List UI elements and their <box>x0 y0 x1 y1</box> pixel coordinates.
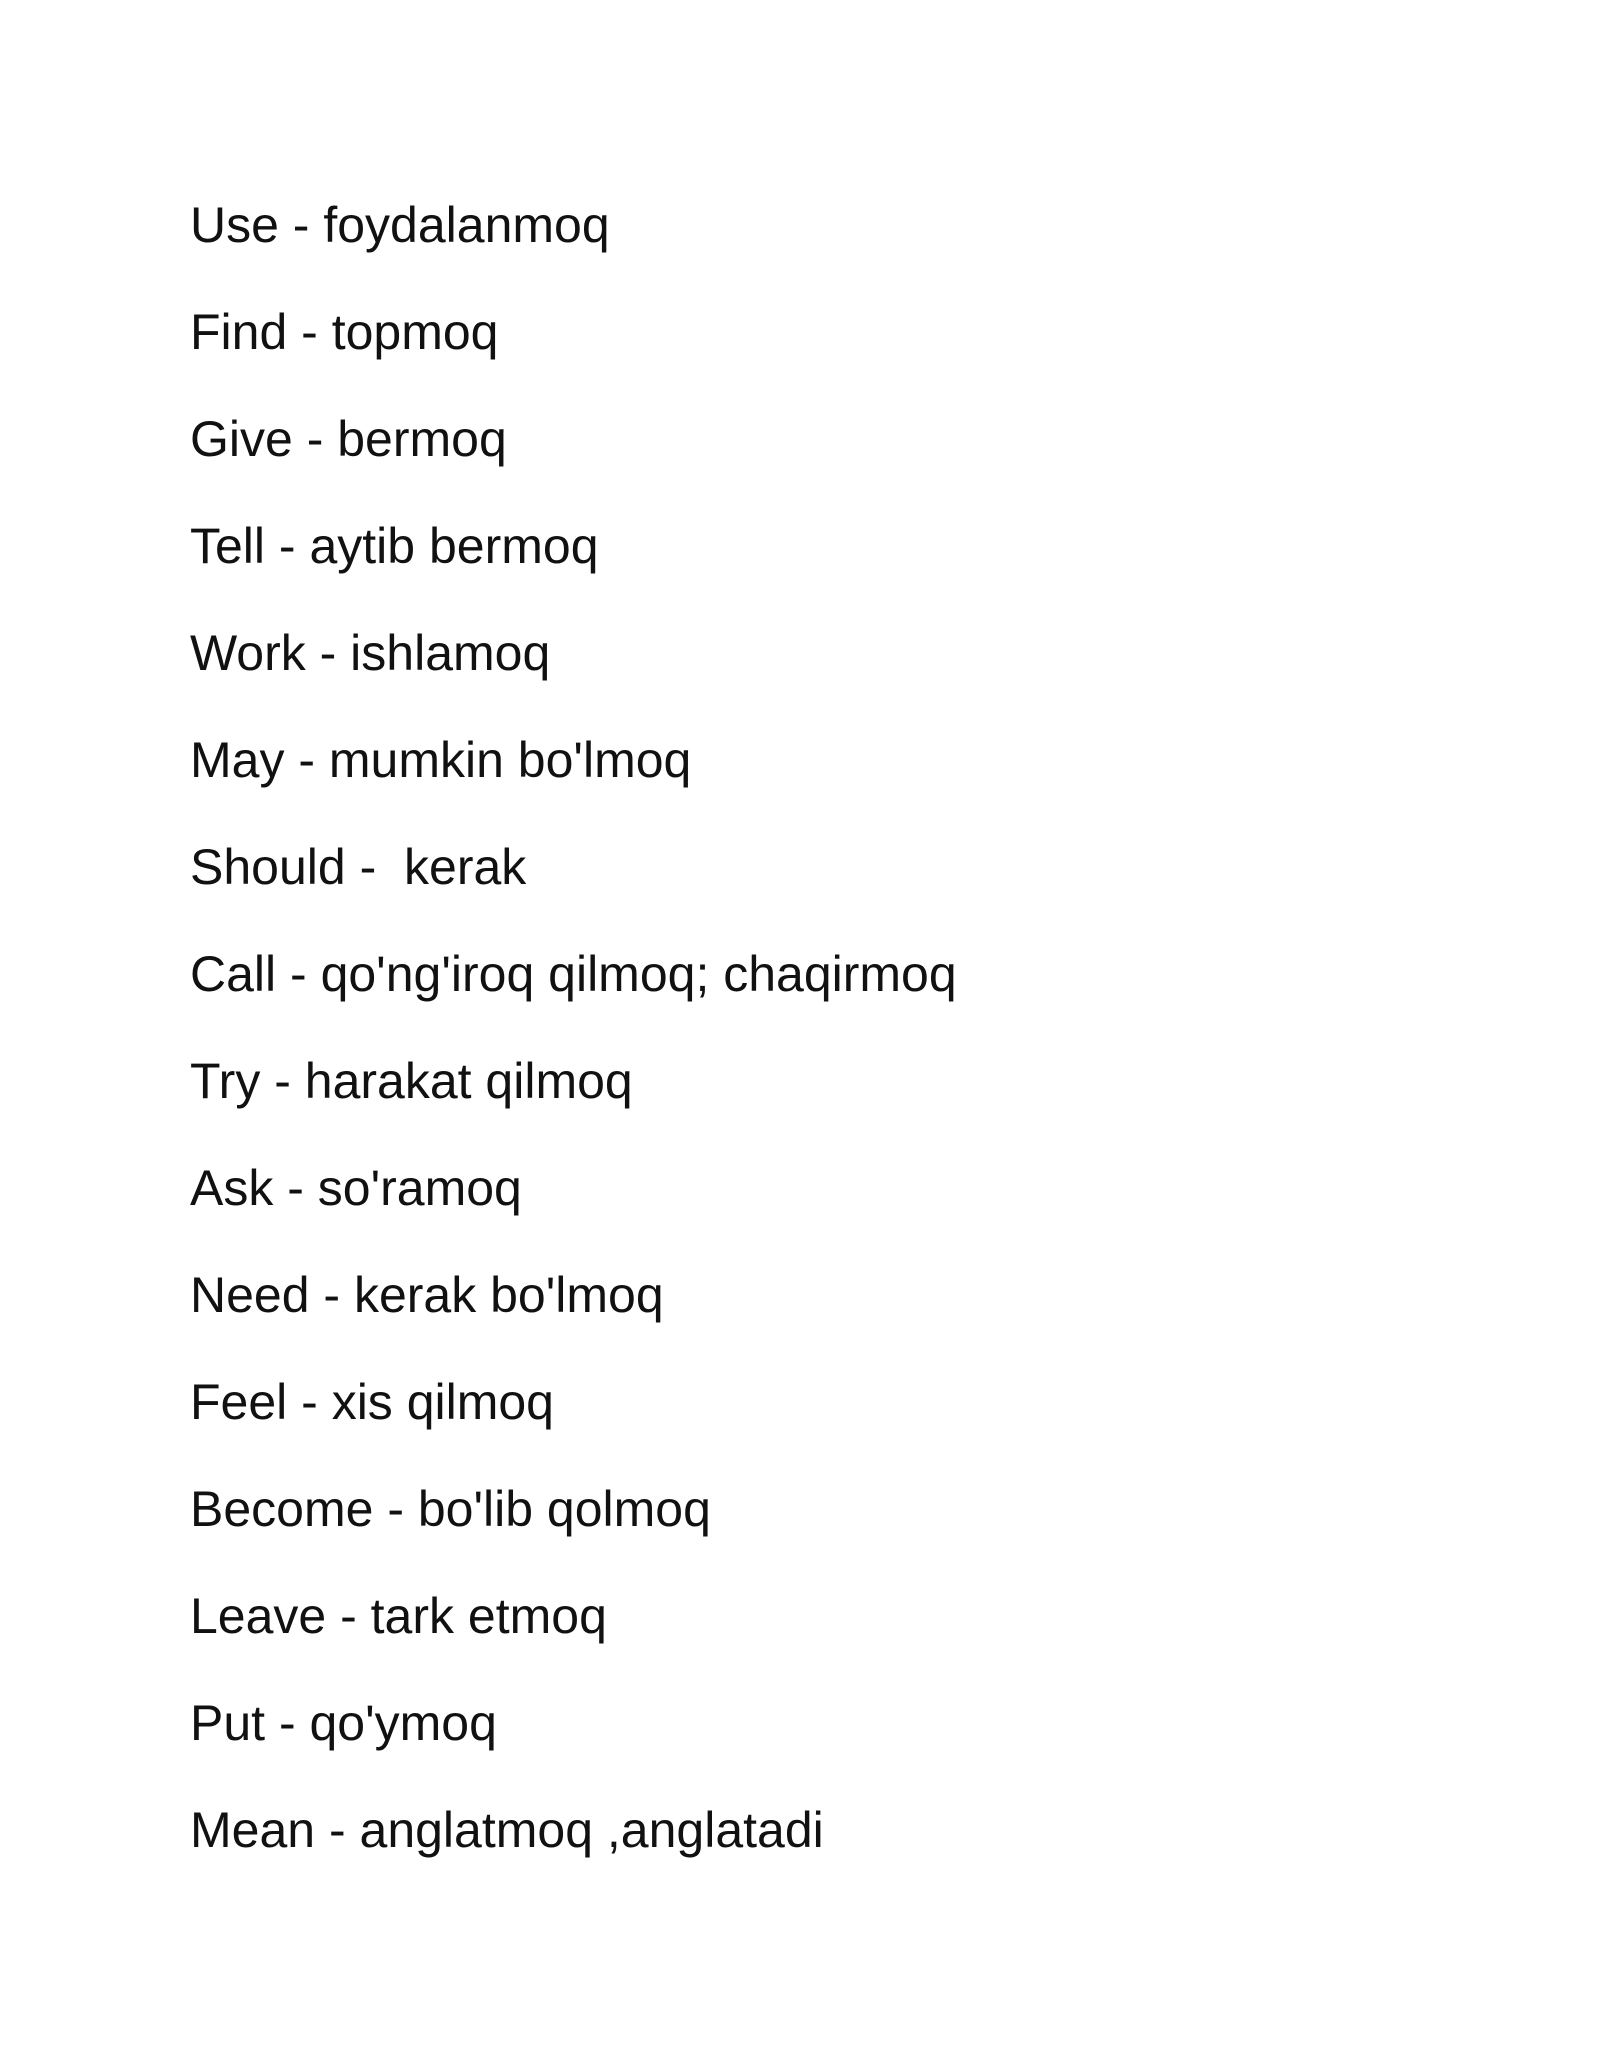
vocabulary-line: Become - bo'lib qolmoq <box>190 1481 711 1537</box>
vocabulary-line: Feel - xis qilmoq <box>190 1374 554 1430</box>
vocabulary-line: Use - foydalanmoq <box>190 197 610 253</box>
vocabulary-line: Give - bermoq <box>190 411 507 467</box>
vocabulary-line: Tell - aytib bermoq <box>190 518 599 574</box>
vocabulary-line: Work - ishlamoq <box>190 625 551 681</box>
vocabulary-line: Need - kerak bo'lmoq <box>190 1267 664 1323</box>
vocabulary-line: Put - qo'ymoq <box>190 1695 497 1751</box>
vocabulary-line: Try - harakat qilmoq <box>190 1053 633 1109</box>
vocabulary-line: Find - topmoq <box>190 304 499 360</box>
vocabulary-line: Mean - anglatmoq ,anglatadi <box>190 1802 824 1858</box>
vocabulary-line: Leave - tark etmoq <box>190 1588 607 1644</box>
vocabulary-line: May - mumkin bo'lmoq <box>190 732 692 788</box>
vocabulary-line: Call - qo'ng'iroq qilmoq; chaqirmoq <box>190 946 957 1002</box>
vocabulary-line: Should - kerak <box>190 839 527 895</box>
vocabulary-list <box>190 190 957 1902</box>
vocabulary-line: Ask - so'ramoq <box>190 1160 522 1216</box>
